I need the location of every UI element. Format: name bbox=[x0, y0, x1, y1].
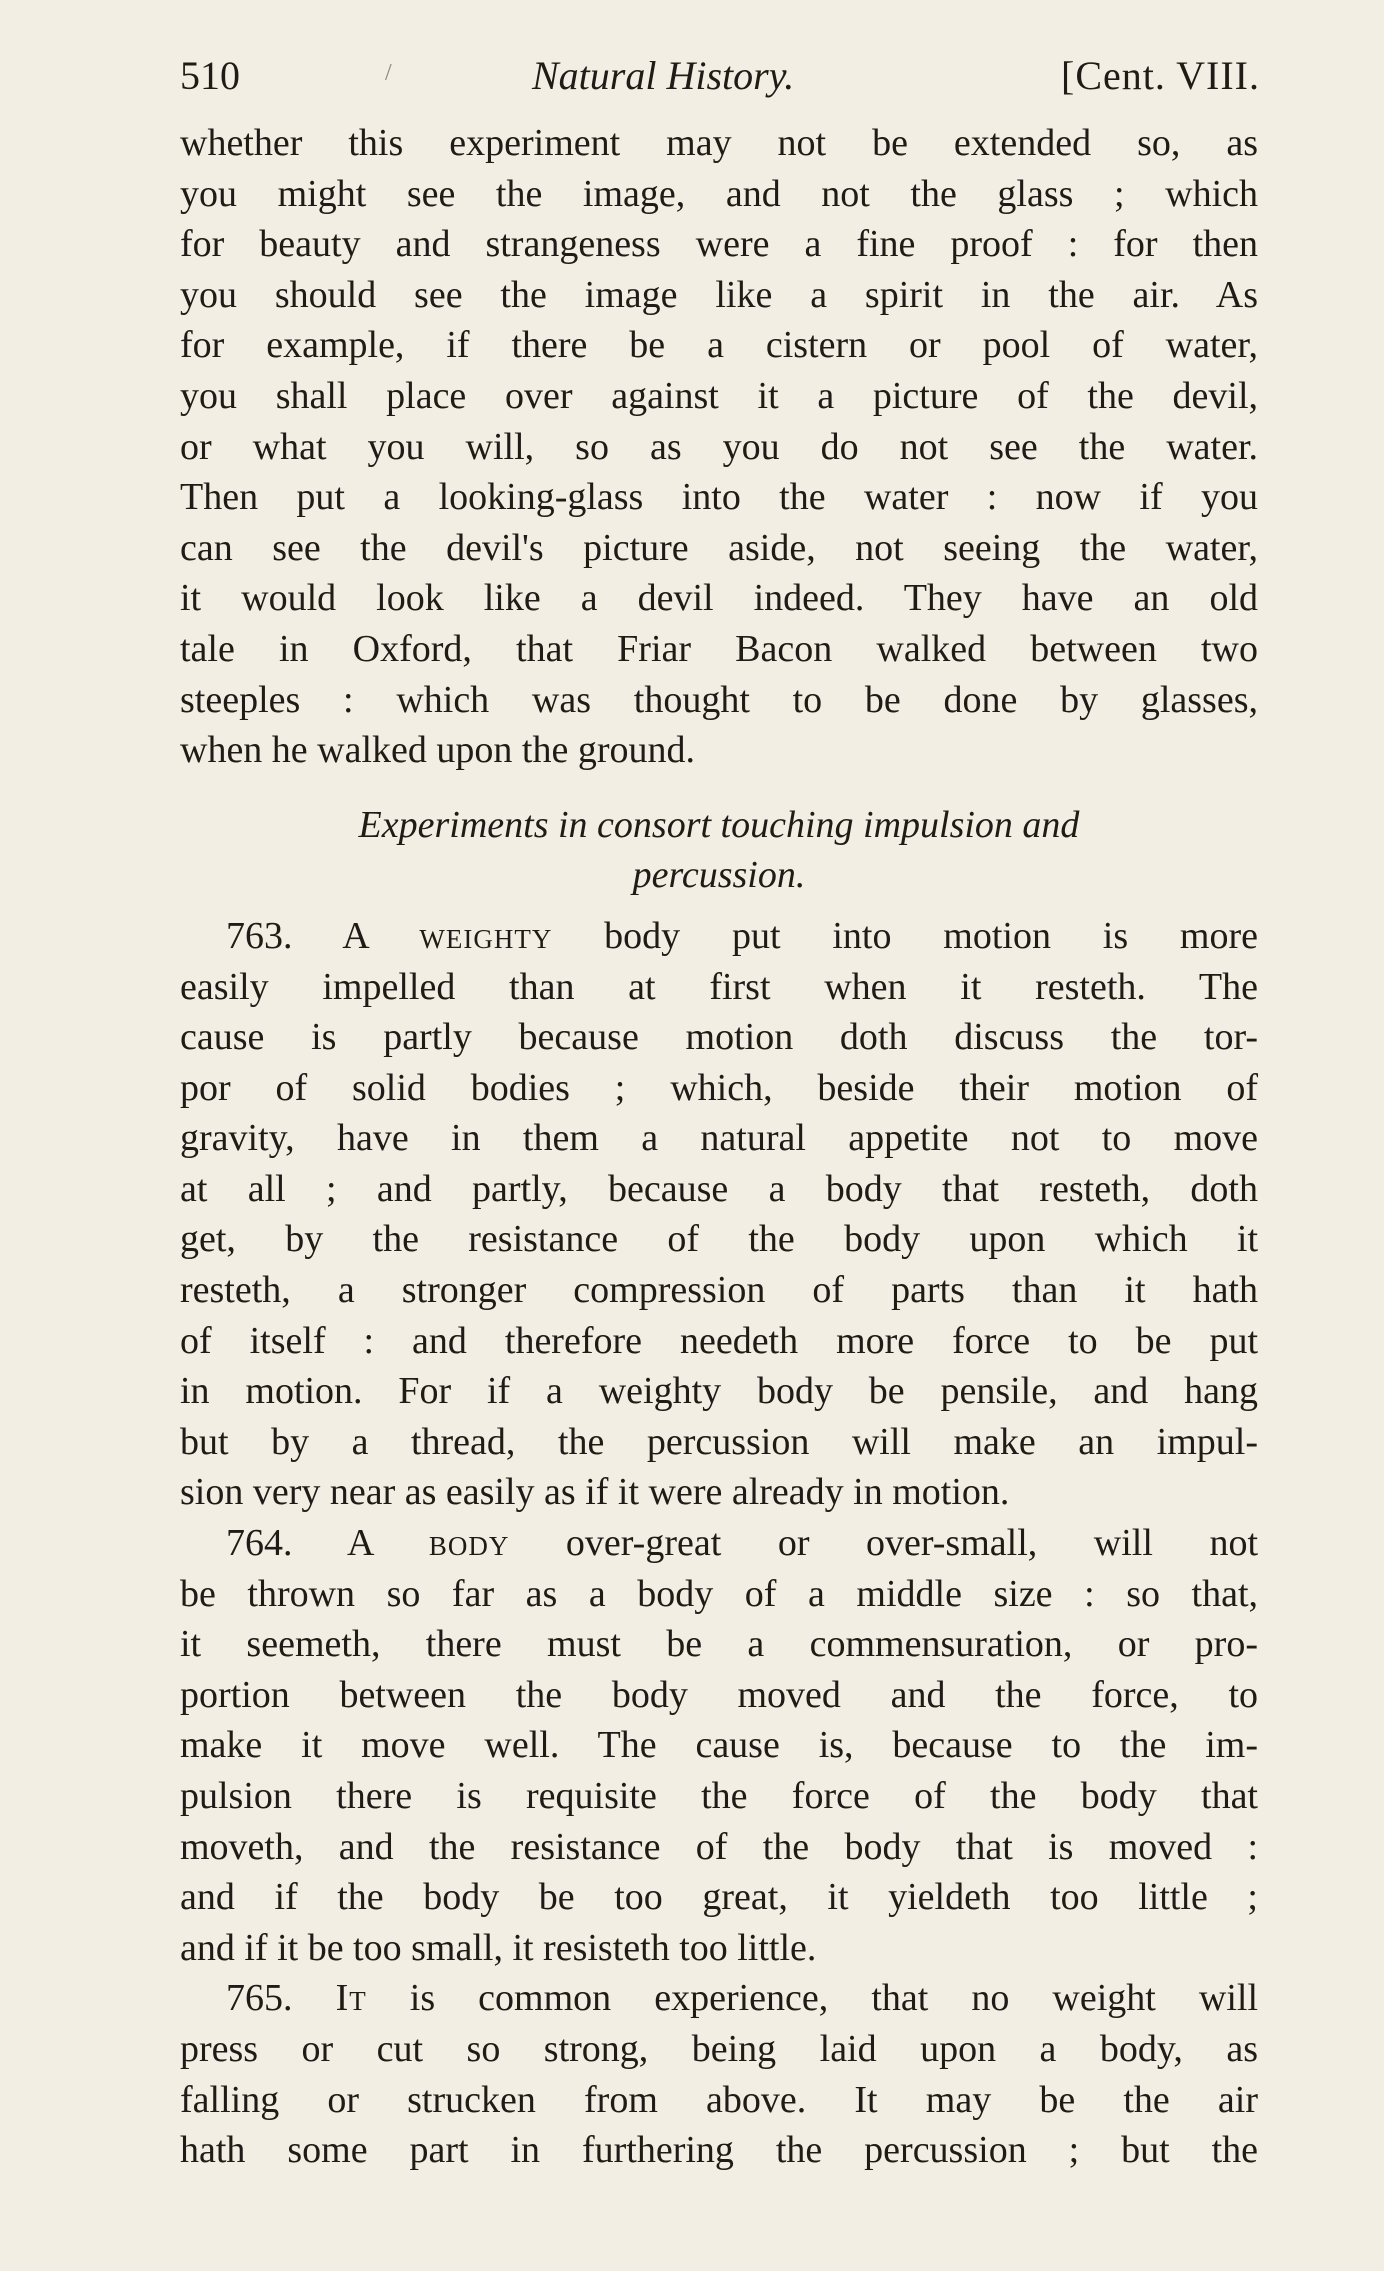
text-line: pulsion there is requisite the force of the body that bbox=[180, 1775, 1258, 1817]
text-line: resteth, a stronger compression of parts than it hath bbox=[180, 1269, 1258, 1312]
text-line: cause is partly because motion doth discuss the tor- bbox=[180, 1016, 1258, 1059]
running-title: Natural History. bbox=[532, 53, 795, 98]
text-line: of itself : and therefore needeth more force to be put bbox=[180, 1319, 1258, 1362]
text-line: portion between the body moved and the force, to bbox=[180, 1673, 1258, 1716]
text-line: in motion. For if a weighty body be pensile, and hang bbox=[180, 1370, 1258, 1413]
paragraph-first-line bbox=[180, 911, 1258, 962]
text-line: you should see the image like a spirit in the air. As bbox=[180, 273, 1258, 316]
text-line: get, by the resistance of the body upon which it bbox=[180, 1218, 1258, 1261]
text-line: and if the body be too great, it yieldeth too little ; bbox=[180, 1876, 1258, 1919]
text-line: for beauty and strangeness were a fine proof : for then bbox=[180, 223, 1258, 266]
paragraph-number: 763. bbox=[226, 914, 293, 957]
text-line: and if it be too small, it resisteth too little. bbox=[180, 1926, 817, 1969]
text-line: whether this experiment may not be extended so, as bbox=[180, 122, 1258, 164]
text-line: hath some part in furthering the percussion ; but the bbox=[180, 2129, 1258, 2172]
text-line: be thrown so far as a body of a middle size : so that, bbox=[180, 1572, 1258, 1615]
lead-word: It bbox=[335, 1977, 367, 2020]
text-line: when he walked upon the ground. bbox=[180, 729, 695, 772]
text-line: can see the devil's picture aside, not seeing the water, bbox=[180, 526, 1258, 569]
page-header bbox=[180, 48, 1260, 104]
paragraph-765 bbox=[180, 1973, 1258, 2175]
paragraph-764 bbox=[180, 1518, 1258, 1973]
text-line: you might see the image, and not the glass ; which bbox=[180, 172, 1258, 215]
text-line: por of solid bodies ; which, beside their motion of bbox=[180, 1066, 1258, 1109]
text-line: it would look like a devil indeed. They have an old bbox=[180, 577, 1258, 620]
text-line: moveth, and the resistance of the body that is moved : bbox=[180, 1825, 1258, 1868]
lead-word: A bbox=[346, 1522, 373, 1565]
page-body bbox=[180, 118, 1258, 2176]
text-line: you shall place over against it a picture of the devil, bbox=[180, 374, 1258, 417]
smallcaps-word: weighty bbox=[419, 914, 553, 957]
paragraph-first-line bbox=[180, 1518, 1258, 1569]
small-mark: / bbox=[385, 60, 392, 86]
opening-paragraph bbox=[180, 118, 1258, 776]
text-line: tale in Oxford, that Friar Bacon walked between two bbox=[180, 627, 1258, 670]
text-line: it seemeth, there must be a commensuration, or pro- bbox=[180, 1623, 1258, 1666]
paragraph-number: 765. bbox=[226, 1977, 293, 2020]
paragraph-number: 764. bbox=[226, 1522, 293, 1565]
lead-word: A bbox=[342, 914, 368, 957]
text-line: easily impelled than at first when it resteth. The bbox=[180, 965, 1258, 1008]
paragraph-first-line bbox=[180, 1973, 1258, 2024]
text-line: steeples : which was thought to be done by glasses, bbox=[180, 678, 1258, 721]
section-heading bbox=[180, 800, 1258, 901]
heading-line: percussion. bbox=[632, 854, 806, 897]
text-line: press or cut so strong, being laid upon a body, as bbox=[180, 2027, 1258, 2070]
text-line: sion very near as easily as if it were already in motion. bbox=[180, 1471, 1010, 1514]
smallcaps-word: body bbox=[428, 1522, 510, 1565]
text-line: at all ; and partly, because a body that resteth, doth bbox=[180, 1167, 1258, 1210]
paragraph-763 bbox=[180, 911, 1258, 1518]
first-line-text: body put into motion is more bbox=[604, 914, 1258, 957]
text-line: Then put a looking-glass into the water : now if you bbox=[180, 476, 1258, 519]
text-line: or what you will, so as you do not see the water. bbox=[180, 425, 1258, 468]
text-line: but by a thread, the percussion will make an impul- bbox=[180, 1420, 1258, 1463]
text-line: falling or strucken from above. It may be the air bbox=[180, 2078, 1258, 2121]
text-line: make it move well. The cause is, because to the im- bbox=[180, 1724, 1258, 1767]
section-label: [Cent. VIII. bbox=[1061, 53, 1260, 98]
first-line-text: is common experience, that no weight will bbox=[409, 1977, 1259, 2020]
heading-line: Experiments in consort touching impulsion and bbox=[358, 803, 1080, 846]
text-line: gravity, have in them a natural appetite not to move bbox=[180, 1117, 1258, 1160]
text-line: for example, if there be a cistern or pool of water, bbox=[180, 324, 1258, 367]
first-line-text: over-great or over-small, will not bbox=[565, 1522, 1259, 1565]
page-number: 510 bbox=[180, 53, 240, 98]
